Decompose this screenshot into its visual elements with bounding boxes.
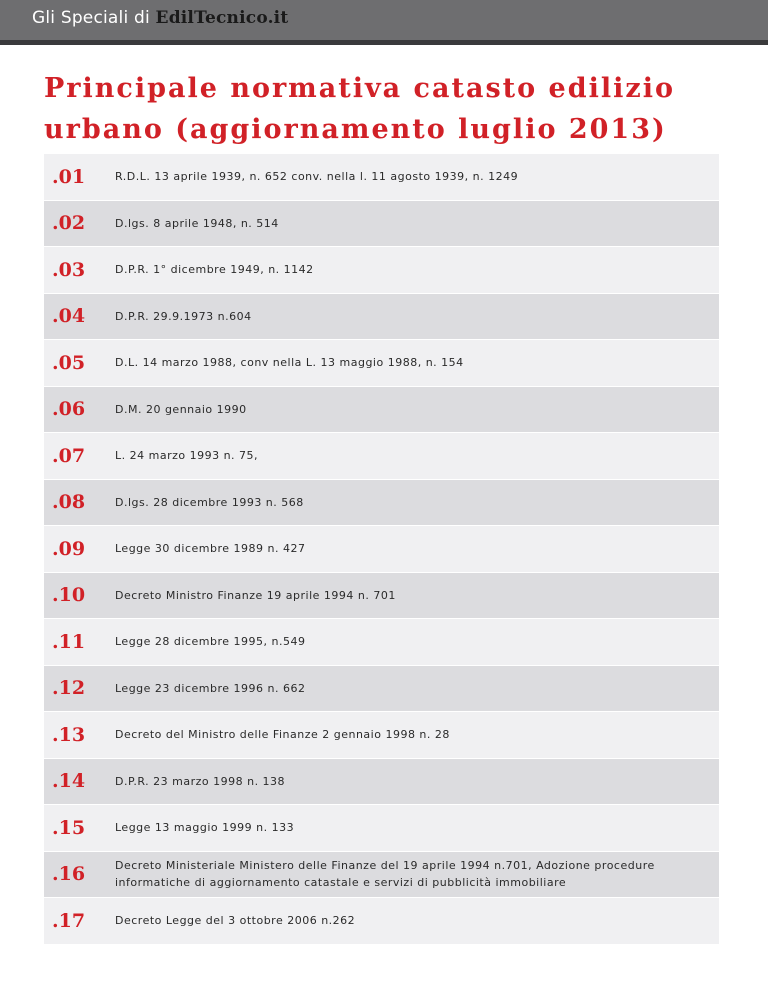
item-number: .11 xyxy=(52,630,86,653)
item-number: .16 xyxy=(52,863,86,886)
list-item xyxy=(44,852,719,899)
page-title: Principale normativa catasto edilizio urbano (aggiornamento luglio 2013) xyxy=(44,73,675,145)
item-text: Legge 13 maggio 1999 n. 133 xyxy=(115,821,295,835)
item-number: .13 xyxy=(52,723,86,746)
item-text: D.lgs. 28 dicembre 1993 n. 568 xyxy=(115,495,304,509)
normative-list xyxy=(44,154,719,945)
header-prefix: Gli Speciali di xyxy=(32,8,150,28)
item-text: Legge 30 dicembre 1989 n. 427 xyxy=(115,542,306,556)
item-number: .04 xyxy=(52,305,86,328)
item-number: .08 xyxy=(52,491,86,514)
item-text: R.D.L. 13 aprile 1939, n. 652 conv. nella l. 11 agosto 1939, n. 1249 xyxy=(115,170,519,184)
item-text: Legge 28 dicembre 1995, n.549 xyxy=(115,635,306,649)
item-number: .03 xyxy=(52,258,86,281)
item-text: D.P.R. 29.9.1973 n.604 xyxy=(115,309,252,323)
item-text: D.lgs. 8 aprile 1948, n. 514 xyxy=(115,216,279,230)
list-item xyxy=(44,340,719,387)
item-number: .12 xyxy=(52,677,86,700)
item-number: .02 xyxy=(52,212,86,235)
list-item xyxy=(44,480,719,527)
item-number: .06 xyxy=(52,398,86,421)
item-text: Decreto del Ministro delle Finanze 2 gennaio 1998 n. 28 xyxy=(115,728,450,742)
item-text: D.L. 14 marzo 1988, conv nella L. 13 maggio 1988, n. 154 xyxy=(115,356,464,370)
header-bar xyxy=(0,0,768,45)
list-item xyxy=(44,247,719,294)
list-item xyxy=(44,294,719,341)
item-number: .15 xyxy=(52,816,86,839)
item-number: .09 xyxy=(52,537,86,560)
item-number: .07 xyxy=(52,444,86,467)
list-item xyxy=(44,154,719,201)
item-text: D.P.R. 23 marzo 1998 n. 138 xyxy=(115,774,286,788)
list-item xyxy=(44,526,719,573)
item-number: .05 xyxy=(52,351,86,374)
list-item xyxy=(44,201,719,248)
item-text: D.M. 20 gennaio 1990 xyxy=(115,402,247,416)
item-text: Decreto Legge del 3 ottobre 2006 n.262 xyxy=(115,914,356,928)
item-text: L. 24 marzo 1993 n. 75, xyxy=(115,449,259,463)
item-number: .01 xyxy=(52,165,86,188)
item-number: .17 xyxy=(52,909,86,932)
list-item xyxy=(44,433,719,480)
item-text: Legge 23 dicembre 1996 n. 662 xyxy=(115,681,306,695)
item-text: Decreto Ministeriale Ministero delle Finanze del 19 aprile 1994 n.701, Adozione procedure informatiche di aggiornamento catastale e servizi di pubblicità immobiliare xyxy=(115,859,655,890)
list-item xyxy=(44,898,719,945)
list-item xyxy=(44,666,719,713)
list-item xyxy=(44,619,719,666)
item-number: .14 xyxy=(52,770,86,793)
list-item xyxy=(44,387,719,434)
item-text: D.P.R. 1° dicembre 1949, n. 1142 xyxy=(115,263,314,277)
list-item xyxy=(44,759,719,806)
item-number: .10 xyxy=(52,584,86,607)
list-item xyxy=(44,712,719,759)
list-item xyxy=(44,573,719,620)
header-brand-name: EdilTecnico.it xyxy=(155,8,289,28)
item-text: Decreto Ministro Finanze 19 aprile 1994 n. 701 xyxy=(115,588,396,602)
list-item xyxy=(44,805,719,852)
header-brand xyxy=(32,8,288,28)
